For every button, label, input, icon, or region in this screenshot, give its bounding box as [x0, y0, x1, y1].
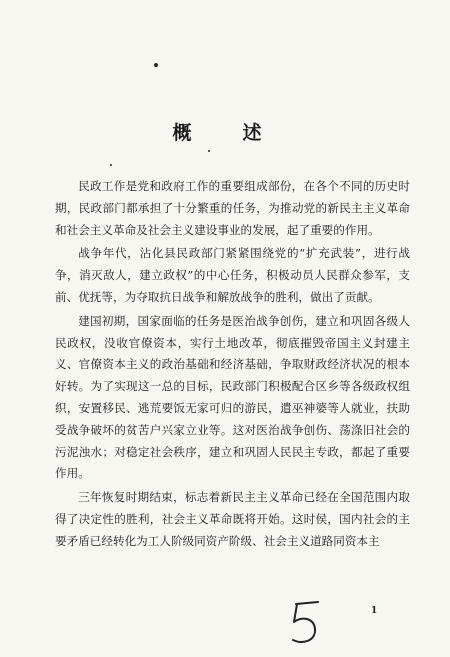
paragraph-1: 民政工作是党和政府工作的重要组成部份，在各个不同的历史时期，民政部门都承担了十分繁重的任务，为推动党的新民主主义革命和社会主义革命及社会主义建设事业的发展，起了重要的作用。 [55, 179, 410, 237]
page-number: 1 [371, 606, 378, 616]
handwritten-mark-icon [288, 598, 324, 648]
page-title: 概 述 [172, 122, 278, 144]
body-text [55, 176, 410, 553]
paragraph-3: 建国初期，国家面临的任务是医治战争创伤，建立和巩固各级人民政权，没收官僚资本，实行土地改革，彻底摧毁帝国主义封建主义、官僚资本主义的政治基础和经济基础，争取财政经济状况的根本好转。为了实现这一总的目标，民政部门积极配合区乡等各级政权组织，安置移民、逃荒要饭无家可归的游民，遣巫神婆等人就业，扶助受战争破坏的贫苦户兴家立业等。这对医治战争创伤、荡涤旧社会的污泥浊水；对稳定社会秩序，建立和巩固人民民主专政，都起了重要作用。 [55, 313, 410, 481]
ink-speck [208, 150, 210, 152]
paragraph-4: 三年恢复时期结束，标志着新民主主义革命已经在全国范围内取得了决定性的胜利，社会主义革命既将开始。这时侯，国内社会的主要矛盾已经转化为工人阶级同资产阶级、社会主义道路同资本主 [55, 490, 410, 548]
paragraph-2: 战争年代，沾化县民政部门紧紧围绕党的“扩充武装”，进行战争，消灭敌人，建立政权”的中心任务，积极动员人民群众参军，支前、优抚等，为夺取抗日战争和解放战争的胜利，做出了贡献。 [55, 246, 410, 304]
ink-speck [110, 164, 112, 166]
ink-speck [154, 63, 158, 67]
